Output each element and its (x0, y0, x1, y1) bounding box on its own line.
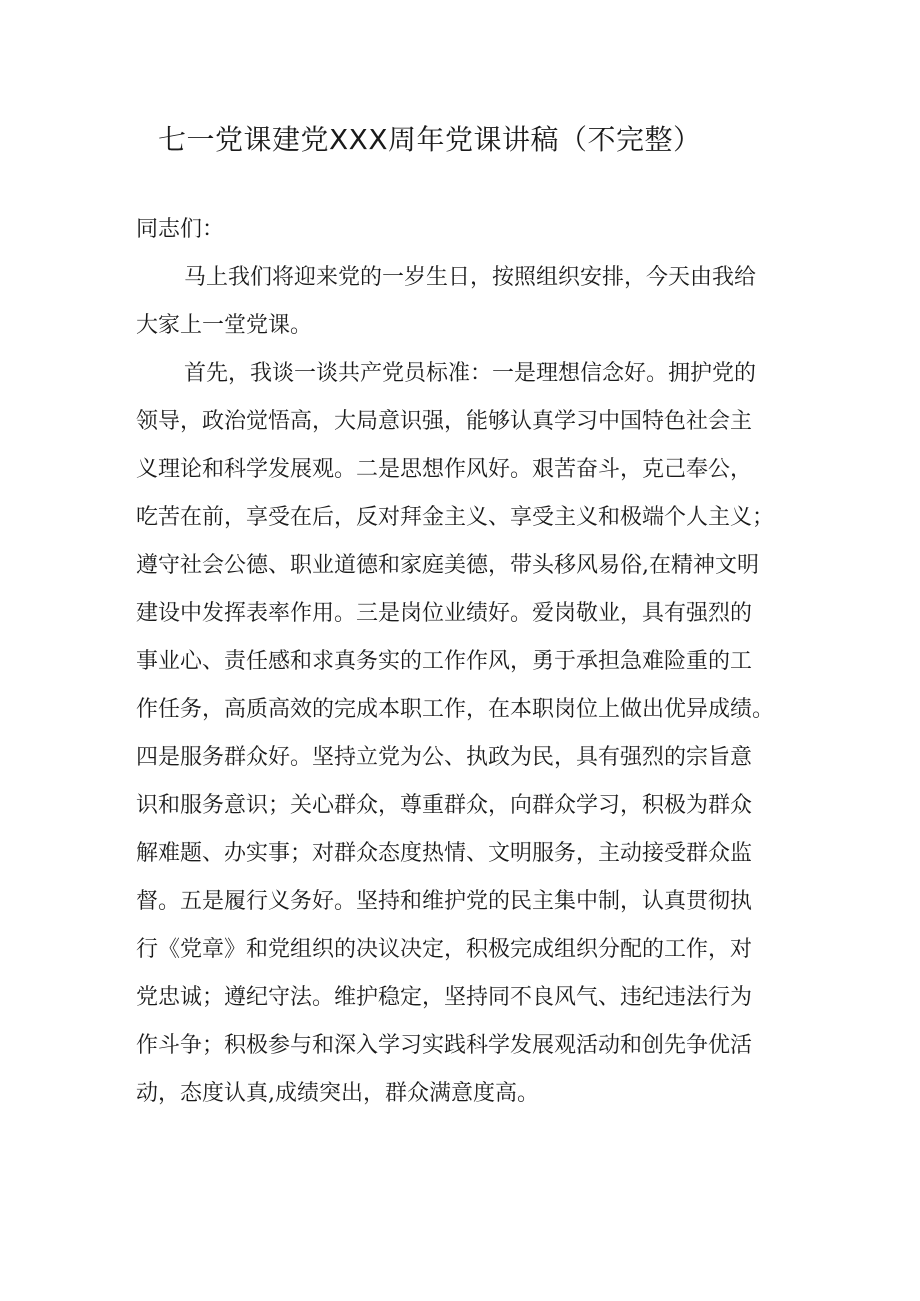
paragraph-line: 吃苦在前，享受在后，反对拜金主义、享受主义和极端个人主义； (136, 505, 775, 530)
paragraph-line: 四是服务群众好。坚持立党为公、执政为民，具有强烈的宗旨意 (136, 745, 753, 770)
paragraph-line: 行《党章》和党组织的决议决定，积极完成组织分配的工作，对 (136, 937, 753, 962)
paragraph-line: 督。五是履行义务好。坚持和维护党的民主集中制，认真贯彻执 (136, 889, 753, 914)
paragraph-line: 党忠诚；遵纪守法。维护稳定，坚持同不良风气、违纪违法行为 (136, 985, 753, 1010)
paragraph-line: 遵守社会公德、职业道德和家庭美德，带头移风易俗,在精神文明 (136, 553, 759, 578)
paragraph-line: 作任务，高质高效的完成本职工作，在本职岗位上做出优异成绩。 (136, 697, 775, 722)
paragraph-line: 事业心、责任感和求真务实的工作作风，勇于承担急难险重的工 (136, 649, 753, 674)
paragraph-line: 首先，我谈一谈共产党员标准：一是理想信念好。拥护党的 (184, 361, 757, 386)
paragraph-line: 大家上一堂党课。 (136, 313, 313, 338)
paragraph-line: 建设中发挥表率作用。三是岗位业绩好。爱岗敬业，具有强烈的 (136, 601, 753, 626)
paragraph-line: 解难题、办实事；对群众态度热情、文明服务，主动接受群众监 (136, 841, 753, 866)
salutation: 同志们： (136, 217, 225, 242)
paragraph-line: 作斗争；积极参与和深入学习实践科学发展观活动和创先争优活 (136, 1033, 753, 1058)
document-title: 七一党课建党XXX周年党课讲稿（不完整） (158, 123, 702, 156)
paragraph-line: 马上我们将迎来党的一岁生日，按照组织安排，今天由我给 (184, 265, 757, 290)
paragraph-line: 识和服务意识；关心群众，尊重群众，向群众学习，积极为群众 (136, 793, 753, 818)
paragraph-line: 义理论和科学发展观。二是思想作风好。艰苦奋斗，克己奉公， (136, 457, 753, 482)
paragraph-line: 动，态度认真,成绩突出，群众满意度高。 (136, 1081, 539, 1106)
paragraph-line: 领导，政治觉悟高，大局意识强，能够认真学习中国特色社会主 (136, 409, 753, 434)
